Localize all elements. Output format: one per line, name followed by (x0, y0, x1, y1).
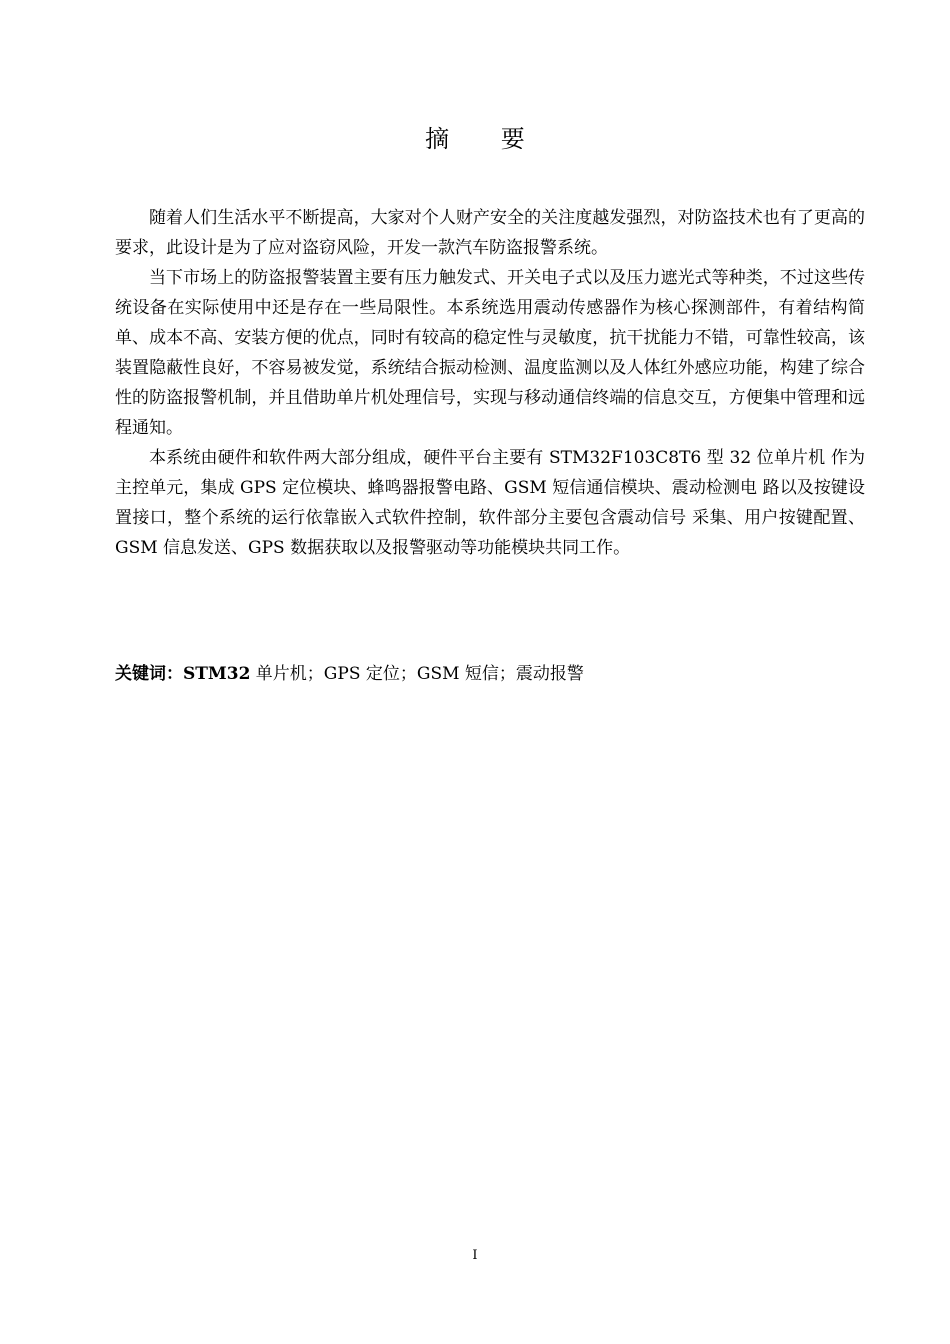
keywords-list: 单片机；GPS 定位；GSM 短信；震动报警 (250, 664, 584, 684)
abstract-paragraph-2: 当下市场上的防盗报警装置主要有压力触发式、开关电子式以及压力遮光式等种类，不过这些传统设备在实际使用中还是存在一些局限性。本系统选用震动传感器作为核心探测部件，有着结构简单、成本不高、安装方便的优点，同时有较高的稳定性与灵敏度，抗干扰能力不错，可靠性较高，该装置隐蔽性良好，不容易被发觉，系统结合振动检测、温度监测以及人体红外感应功能，构建了综合性的防盗报警机制，并且借助单片机处理信号，实现与移动通信终端的信息交互，方便集中管理和远程通知。 (115, 268, 865, 438)
abstract-body (115, 203, 865, 563)
keywords-label: 关键词： (115, 664, 183, 684)
abstract-paragraph-3: 本系统由硬件和软件两大部分组成，硬件平台主要有 STM32F103C8T6 型 32 位单片机 作为主控单元，集成 GPS 定位模块、蜂鸣器报警电路、GSM 短信通信模块、震动检测电 路以及按键设置接口，整个系统的运行依靠嵌入式软件控制，软件部分主要包含震动信号 采集、用户按键配置、GSM 信息发送、GPS 数据获取以及报警驱动等功能模块共同工作。 (115, 448, 865, 558)
keyword-stm32: STM32 (183, 664, 251, 684)
page-number: I (472, 1248, 478, 1263)
keywords-line (115, 659, 865, 689)
page-title: 摘 要 (425, 125, 547, 153)
abstract-paragraph-1: 随着人们生活水平不断提高，大家对个人财产安全的关注度越发强烈，对防盗技术也有了更高的要求，此设计是为了应对盗窃风险，开发一款汽车防盗报警系统。 (115, 208, 865, 258)
